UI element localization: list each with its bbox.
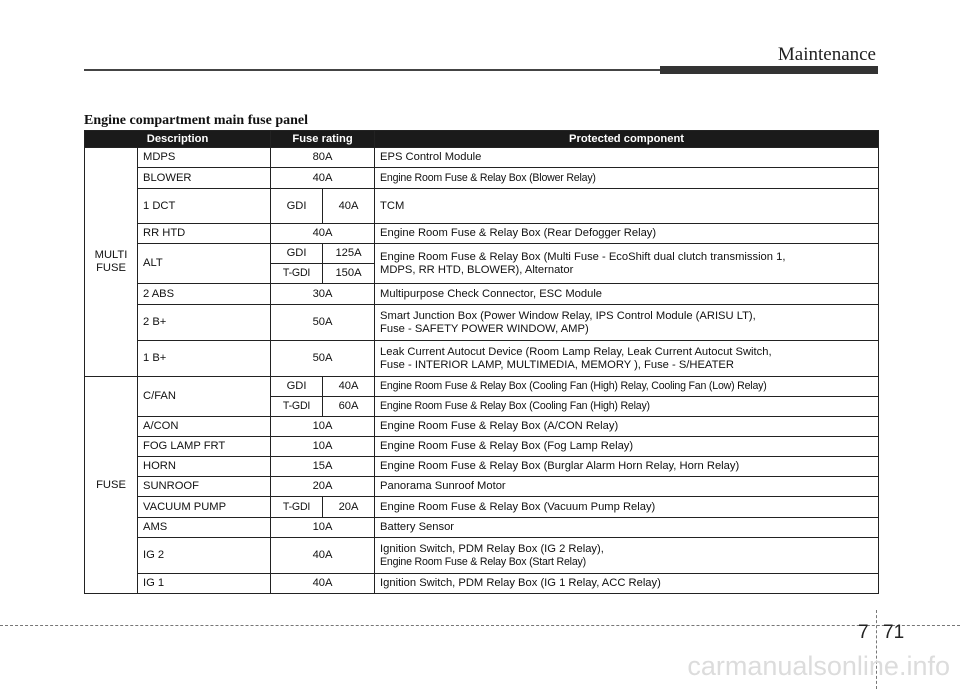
table-row: [85, 244, 879, 264]
fuse-table: [84, 130, 879, 594]
table-row: [85, 477, 879, 497]
table-row: [85, 538, 879, 574]
row-rating: 40A: [271, 538, 375, 574]
table-row: [85, 305, 879, 341]
table-row: [85, 518, 879, 538]
table-row: [85, 148, 879, 168]
row-description: BLOWER: [138, 168, 271, 189]
header-rule-bar: [660, 66, 878, 74]
row-rating: 30A: [271, 284, 375, 305]
row-component: EPS Control Module: [375, 148, 879, 168]
table-row: [85, 224, 879, 244]
row-component: Engine Room Fuse & Relay Box (Multi Fuse - EcoShift dual clutch transmission 1, MDPS, RR HTD, BLOWER), Alternator: [375, 244, 879, 284]
col-description: Description: [85, 131, 271, 148]
row-rating: 40A: [271, 224, 375, 244]
row-component: Smart Junction Box (Power Window Relay, IPS Control Module (ARISU LT), Fuse - SAFETY POWER WINDOW, AMP): [375, 305, 879, 341]
row-component: TCM: [375, 189, 879, 224]
table-header-row: [85, 131, 879, 148]
row-description: IG 1: [138, 574, 271, 594]
row-description: AMS: [138, 518, 271, 538]
row-rating: 20A: [323, 497, 375, 518]
section-header: Maintenance: [777, 44, 876, 65]
row-description: SUNROOF: [138, 477, 271, 497]
header-rule: [84, 69, 660, 71]
row-variant: T-GDI: [271, 497, 323, 518]
row-variant: GDI: [271, 244, 323, 264]
watermark: carmanualsonline.info: [687, 651, 950, 681]
row-description: IG 2: [138, 538, 271, 574]
group-label-fuse: FUSE: [85, 377, 138, 594]
row-rating: 60A: [323, 397, 375, 417]
row-description: VACUUM PUMP: [138, 497, 271, 518]
row-component: Engine Room Fuse & Relay Box (Blower Relay): [375, 168, 879, 189]
row-rating: 80A: [271, 148, 375, 168]
row-description: FOG LAMP FRT: [138, 437, 271, 457]
col-protected: Protected component: [375, 131, 879, 148]
row-component: Engine Room Fuse & Relay Box (Cooling Fan (High) Relay, Cooling Fan (Low) Relay): [375, 377, 879, 397]
col-fuse-rating: Fuse rating: [271, 131, 375, 148]
row-rating: 40A: [323, 377, 375, 397]
table-row: [85, 497, 879, 518]
row-rating: 125A: [323, 244, 375, 264]
row-description: MDPS: [138, 148, 271, 168]
table-row: [85, 457, 879, 477]
row-component: Engine Room Fuse & Relay Box (Rear Defogger Relay): [375, 224, 879, 244]
row-description: 2 ABS: [138, 284, 271, 305]
row-variant: T-GDI: [271, 397, 323, 417]
row-variant: GDI: [271, 189, 323, 224]
row-component: Engine Room Fuse & Relay Box (Fog Lamp Relay): [375, 437, 879, 457]
row-component: Ignition Switch, PDM Relay Box (IG 2 Relay), Engine Room Fuse & Relay Box (Start Relay): [375, 538, 879, 574]
row-component: Battery Sensor: [375, 518, 879, 538]
row-rating: 50A: [271, 341, 375, 377]
row-component: Engine Room Fuse & Relay Box (A/CON Relay): [375, 417, 879, 437]
row-component: Engine Room Fuse & Relay Box (Cooling Fan (High) Relay): [375, 397, 879, 417]
row-description: 2 B+: [138, 305, 271, 341]
footer-rule: [0, 625, 960, 626]
row-rating: 150A: [323, 264, 375, 284]
row-variant: T-GDI: [271, 264, 323, 284]
row-description: 1 B+: [138, 341, 271, 377]
row-description: 1 DCT: [138, 189, 271, 224]
row-rating: 40A: [271, 574, 375, 594]
row-description: HORN: [138, 457, 271, 477]
chapter-number: 7: [858, 622, 869, 643]
group-label-multi-fuse: MULTI FUSE: [85, 148, 138, 377]
table-row: [85, 189, 879, 224]
row-rating: 15A: [271, 457, 375, 477]
row-component: Ignition Switch, PDM Relay Box (IG 1 Relay, ACC Relay): [375, 574, 879, 594]
row-rating: 10A: [271, 417, 375, 437]
page-title: Engine compartment main fuse panel: [84, 113, 308, 128]
table-row: [85, 377, 879, 397]
row-description: C/FAN: [138, 377, 271, 417]
table-row: [85, 341, 879, 377]
row-component: Leak Current Autocut Device (Room Lamp Relay, Leak Current Autocut Switch, Fuse - INTERIOR LAMP, MULTIMEDIA, MEMORY ), Fuse - S/HEATER: [375, 341, 879, 377]
row-component: Engine Room Fuse & Relay Box (Vacuum Pump Relay): [375, 497, 879, 518]
row-description: RR HTD: [138, 224, 271, 244]
row-rating: 10A: [271, 437, 375, 457]
row-rating: 20A: [271, 477, 375, 497]
table-row: [85, 574, 879, 594]
page-number: 71: [883, 622, 905, 643]
table-row: [85, 437, 879, 457]
table-row: [85, 417, 879, 437]
row-rating: 50A: [271, 305, 375, 341]
row-rating: 10A: [271, 518, 375, 538]
row-rating: 40A: [271, 168, 375, 189]
row-description: ALT: [138, 244, 271, 284]
row-component: Panorama Sunroof Motor: [375, 477, 879, 497]
row-variant: GDI: [271, 377, 323, 397]
table-row: [85, 168, 879, 189]
row-component: Engine Room Fuse & Relay Box (Burglar Alarm Horn Relay, Horn Relay): [375, 457, 879, 477]
row-description: A/CON: [138, 417, 271, 437]
table-row: [85, 284, 879, 305]
row-rating: 40A: [323, 189, 375, 224]
row-component: Multipurpose Check Connector, ESC Module: [375, 284, 879, 305]
